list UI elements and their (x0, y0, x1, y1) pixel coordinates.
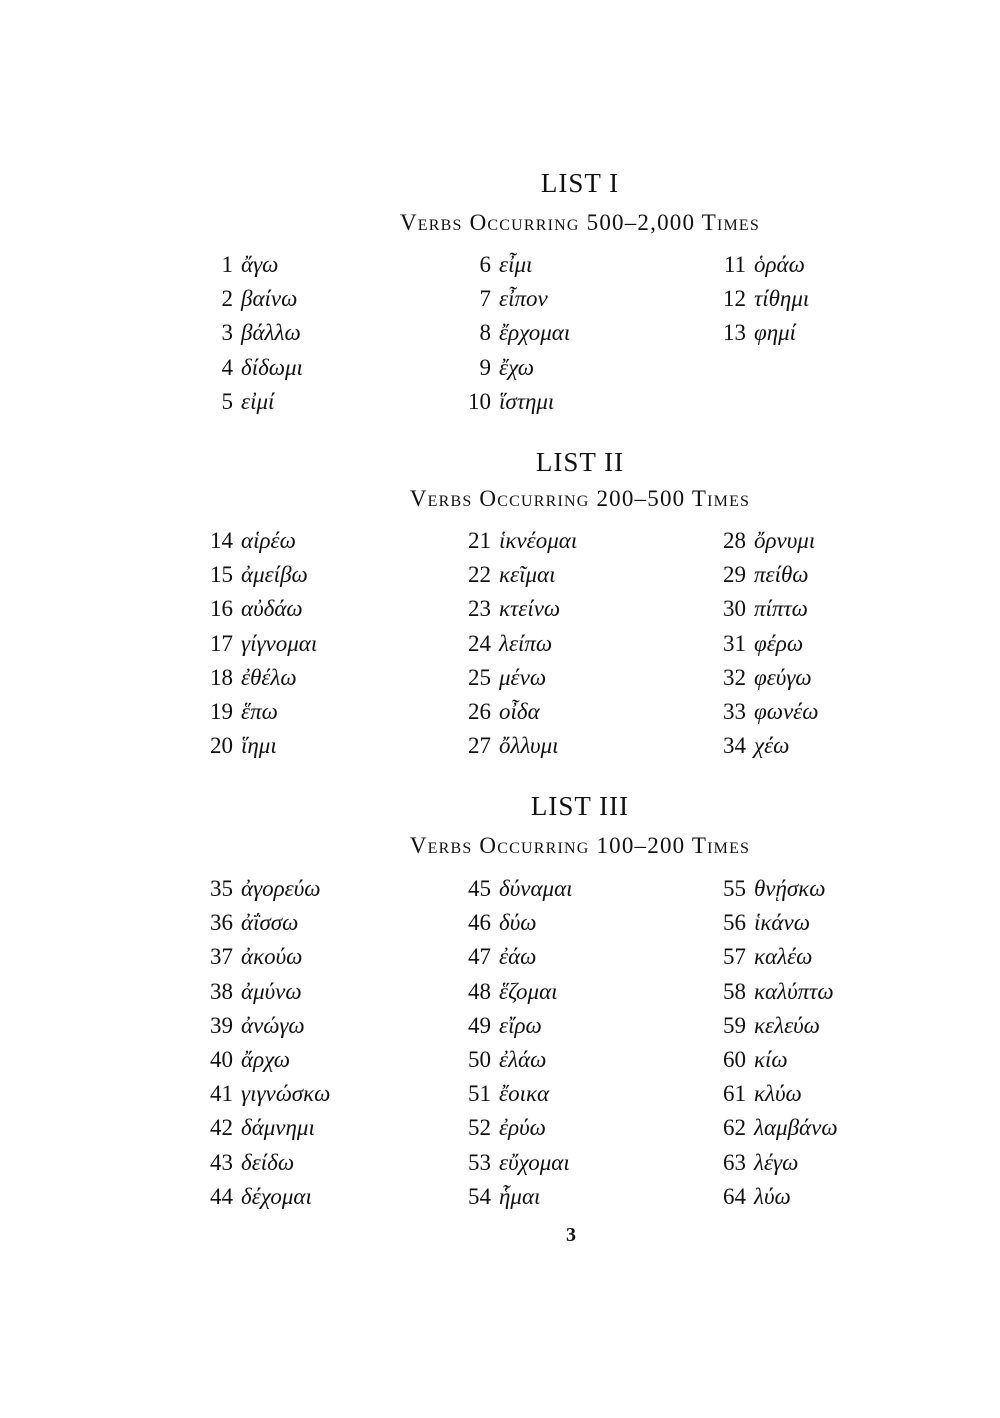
verb-entry (453, 1180, 703, 1214)
verb-entry (708, 248, 958, 282)
verb-entry (195, 248, 445, 282)
verb-number: 20 (210, 733, 233, 759)
verb-number: 29 (723, 562, 746, 588)
greek-verb: ἄρχω (241, 1046, 290, 1072)
verb-column (708, 248, 958, 351)
verb-number: 1 (221, 252, 233, 277)
list-3-subtitle: Verbs Occurring 100–200 Times (409, 833, 751, 858)
verb-entry (708, 695, 958, 729)
greek-verb: ἐθέλω (241, 664, 297, 690)
greek-verb: φέρω (754, 630, 804, 656)
verb-entry (195, 975, 445, 1009)
greek-verb: ἱκάνω (754, 910, 810, 936)
greek-verb: ἀμείβω (241, 562, 308, 588)
greek-verb: εἶμι (499, 252, 533, 277)
verb-entry (708, 872, 958, 906)
greek-verb: ἵημι (241, 733, 277, 759)
verb-number: 34 (723, 733, 746, 759)
verb-entry (195, 872, 445, 906)
greek-verb: γίγνομαι (241, 630, 318, 656)
verb-number: 14 (210, 528, 233, 553)
greek-verb: λαμβάνω (754, 1115, 838, 1141)
greek-verb: χέω (754, 733, 790, 759)
verb-entry (195, 940, 445, 974)
verb-entry (708, 661, 958, 695)
verb-entry (195, 1043, 445, 1077)
greek-verb: γιγνώσκω (241, 1081, 331, 1107)
verb-number: 21 (468, 528, 491, 553)
verb-entry (708, 1077, 958, 1111)
verb-number: 7 (479, 286, 491, 312)
greek-verb: ἀκούω (241, 944, 303, 970)
verb-entry (195, 1009, 445, 1043)
verb-entry (708, 627, 958, 661)
verb-number: 48 (468, 978, 491, 1004)
verb-number: 64 (723, 1183, 746, 1209)
list-1-title: LIST I (540, 168, 620, 198)
verb-number: 19 (210, 698, 233, 724)
greek-verb: δύναμαι (499, 876, 573, 901)
verb-entry (195, 1146, 445, 1180)
greek-verb: δείδω (241, 1149, 295, 1175)
verb-entry (453, 940, 703, 974)
greek-verb: λέγω (754, 1149, 799, 1175)
greek-verb: τίθημι (754, 286, 810, 312)
greek-verb: ἕζομαι (499, 978, 558, 1004)
verb-number: 61 (723, 1081, 746, 1107)
verb-entry (195, 524, 445, 558)
greek-verb: ἀνώγω (241, 1012, 305, 1038)
greek-verb: εὔχομαι (499, 1149, 570, 1175)
verb-number: 27 (468, 733, 491, 759)
verb-entry (453, 385, 703, 419)
verb-number: 17 (210, 630, 233, 656)
verb-number: 15 (210, 562, 233, 588)
greek-verb: ὄρνυμι (754, 528, 816, 553)
verb-entry (708, 1009, 958, 1043)
verb-number: 50 (468, 1046, 491, 1072)
verb-entry (195, 1077, 445, 1111)
verb-number: 40 (210, 1046, 233, 1072)
verb-number: 23 (468, 596, 491, 622)
verb-entry (195, 558, 445, 592)
verb-entry (708, 282, 958, 316)
verb-entry (195, 592, 445, 626)
verb-entry (708, 940, 958, 974)
verb-column (453, 248, 703, 419)
verb-entry (708, 729, 958, 763)
verb-number: 2 (221, 286, 233, 312)
verb-entry (453, 592, 703, 626)
verb-number: 63 (723, 1149, 746, 1175)
verb-number: 24 (468, 630, 491, 656)
verb-number: 49 (468, 1012, 491, 1038)
verb-number: 22 (468, 562, 491, 588)
verb-number: 35 (210, 876, 233, 901)
greek-verb: εἶπον (499, 286, 548, 312)
greek-verb: πίπτω (754, 596, 808, 622)
verb-number: 5 (221, 388, 233, 414)
verb-number: 4 (221, 354, 233, 380)
verb-number: 56 (723, 910, 746, 936)
verb-number: 39 (210, 1012, 233, 1038)
verb-entry (708, 316, 958, 350)
verb-entry (708, 975, 958, 1009)
greek-verb: δάμνημι (241, 1115, 315, 1141)
greek-verb: θνῄσκω (754, 876, 826, 901)
greek-verb: αἱρέω (241, 528, 296, 553)
verb-number: 44 (210, 1183, 233, 1209)
verb-column (708, 872, 958, 1214)
verb-number: 41 (210, 1081, 233, 1107)
verb-number: 32 (723, 664, 746, 690)
verb-entry (708, 1146, 958, 1180)
greek-verb: κελεύω (754, 1012, 820, 1038)
verb-entry (195, 729, 445, 763)
greek-verb: ἱκνέομαι (499, 528, 578, 553)
verb-entry (453, 1009, 703, 1043)
verb-entry (453, 695, 703, 729)
verb-number: 12 (723, 286, 746, 312)
greek-verb: καλέω (754, 944, 813, 970)
greek-verb: ἵστημι (499, 388, 555, 414)
verb-column (453, 872, 703, 1214)
greek-verb: φημί (754, 320, 797, 346)
greek-verb: δύω (499, 910, 537, 936)
greek-verb: φωνέω (754, 698, 819, 724)
verb-number: 58 (723, 978, 746, 1004)
verb-entry (453, 282, 703, 316)
verb-number: 62 (723, 1115, 746, 1141)
greek-verb: ὄλλυμι (499, 733, 559, 759)
verb-number: 37 (210, 944, 233, 970)
verb-number: 3 (221, 320, 233, 346)
verb-column (708, 524, 958, 763)
verb-number: 8 (479, 320, 491, 346)
list-2-title: LIST II (535, 447, 625, 477)
greek-verb: κεῖμαι (499, 562, 556, 588)
verb-number: 52 (468, 1115, 491, 1141)
greek-verb: ἐρύω (499, 1115, 546, 1141)
greek-verb: εἴρω (499, 1012, 542, 1038)
verb-entry (453, 661, 703, 695)
verb-entry (453, 627, 703, 661)
verb-entry (453, 729, 703, 763)
verb-entry (708, 1180, 958, 1214)
list-1-subtitle: Verbs Occurring 500–2,000 Times (400, 210, 760, 235)
verb-entry (195, 385, 445, 419)
verb-number: 10 (468, 388, 491, 414)
greek-verb: βάλλω (241, 320, 301, 346)
verb-number: 30 (723, 596, 746, 622)
greek-verb: ἀγορεύω (241, 876, 321, 901)
verb-entry (708, 906, 958, 940)
verb-number: 46 (468, 910, 491, 936)
verb-entry (195, 282, 445, 316)
verb-entry (453, 1077, 703, 1111)
verb-entry (453, 351, 703, 385)
verb-entry (453, 906, 703, 940)
verb-number: 53 (468, 1149, 491, 1175)
verb-column (453, 524, 703, 763)
greek-verb: δίδωμι (241, 354, 303, 380)
greek-verb: φεύγω (754, 664, 812, 690)
verb-entry (453, 872, 703, 906)
greek-verb: ἔοικα (499, 1081, 550, 1107)
verb-number: 54 (468, 1183, 491, 1209)
greek-verb: μένω (499, 664, 547, 690)
verb-entry (195, 1180, 445, 1214)
verb-column (195, 248, 445, 419)
verb-number: 36 (210, 910, 233, 936)
verb-number: 31 (723, 630, 746, 656)
verb-number: 13 (723, 320, 746, 346)
list-2-subtitle: Verbs Occurring 200–500 Times (409, 486, 751, 511)
verb-number: 25 (468, 664, 491, 690)
greek-verb: ἐλάω (499, 1046, 547, 1072)
greek-verb: ἔχω (499, 354, 534, 380)
verb-number: 28 (723, 528, 746, 553)
verb-number: 45 (468, 876, 491, 901)
greek-verb: δέχομαι (241, 1183, 312, 1209)
verb-entry (195, 1111, 445, 1145)
greek-verb: πείθω (754, 562, 809, 588)
verb-entry (708, 1043, 958, 1077)
greek-verb: ἄγω (241, 252, 279, 277)
verb-entry (453, 975, 703, 1009)
verb-entry (453, 248, 703, 282)
verb-number: 9 (479, 354, 491, 380)
verb-number: 55 (723, 876, 746, 901)
list-3-title: LIST III (530, 791, 630, 821)
verb-entry (195, 661, 445, 695)
greek-verb: κίω (754, 1046, 788, 1072)
greek-verb: αὐδάω (241, 596, 303, 622)
greek-verb: οἶδα (499, 698, 540, 724)
verb-column (195, 524, 445, 763)
verb-number: 42 (210, 1115, 233, 1141)
greek-verb: ἔρχομαι (499, 320, 571, 346)
verb-entry (453, 1043, 703, 1077)
verb-entry (708, 524, 958, 558)
verb-entry (453, 1146, 703, 1180)
greek-verb: ἧμαι (499, 1183, 541, 1209)
greek-verb: ἐάω (499, 944, 537, 970)
verb-entry (453, 316, 703, 350)
greek-verb: ἀΐσσω (241, 910, 299, 936)
verb-entry (453, 558, 703, 592)
greek-verb: καλύπτω (754, 978, 834, 1004)
verb-number: 59 (723, 1012, 746, 1038)
greek-verb: λείπω (499, 630, 553, 656)
verb-entry (708, 1111, 958, 1145)
greek-verb: ἀμύνω (241, 978, 302, 1004)
verb-column (195, 872, 445, 1214)
greek-verb: εἰμί (241, 388, 275, 414)
verb-entry (453, 1111, 703, 1145)
verb-entry (453, 524, 703, 558)
verb-number: 26 (468, 698, 491, 724)
verb-number: 38 (210, 978, 233, 1004)
verb-number: 60 (723, 1046, 746, 1072)
verb-number: 57 (723, 944, 746, 970)
greek-verb: ὁράω (754, 252, 805, 277)
verb-entry (195, 695, 445, 729)
verb-number: 18 (210, 664, 233, 690)
greek-verb: κτείνω (499, 596, 561, 622)
greek-verb: κλύω (754, 1081, 802, 1107)
verb-entry (708, 592, 958, 626)
verb-entry (195, 351, 445, 385)
verb-number: 33 (723, 698, 746, 724)
verb-number: 6 (479, 252, 491, 277)
greek-verb: βαίνω (241, 286, 298, 312)
verb-number: 11 (723, 252, 746, 277)
verb-entry (708, 558, 958, 592)
verb-entry (195, 906, 445, 940)
page-number: 3 (566, 1224, 576, 1246)
verb-number: 16 (210, 596, 233, 622)
greek-verb: λύω (754, 1183, 791, 1209)
verb-number: 51 (468, 1081, 491, 1107)
verb-entry (195, 627, 445, 661)
verb-number: 43 (210, 1149, 233, 1175)
verb-entry (195, 316, 445, 350)
verb-number: 47 (468, 944, 491, 970)
greek-verb: ἕπω (241, 698, 278, 724)
